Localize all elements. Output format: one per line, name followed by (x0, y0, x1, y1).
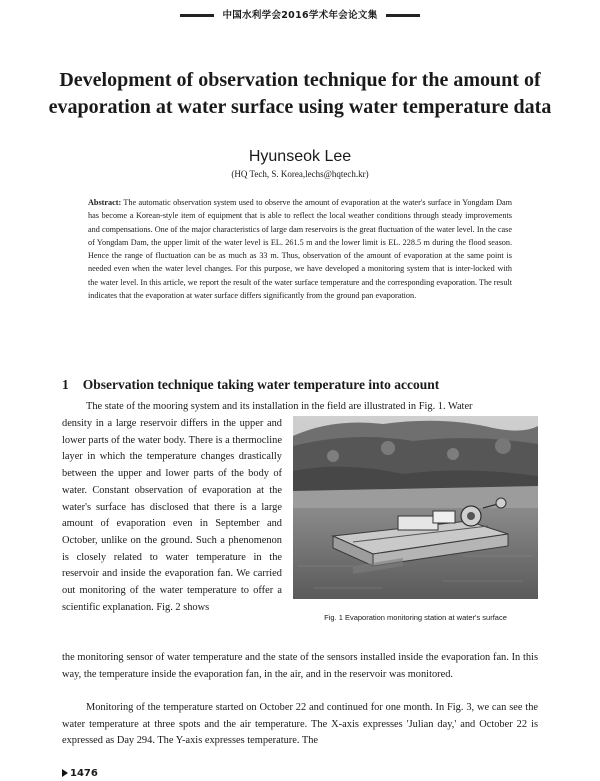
evaporation-station-photo (293, 416, 538, 599)
header-rule-right (386, 14, 420, 17)
author-name: Hyunseok Lee (248, 148, 352, 165)
paragraph-1-continued: the monitoring sensor of water temperature and the state of the sensors installed inside the evaporation fan. In this way, the temperature inside the evaporation fan, in the air, and in the reservoir was monitored. (62, 652, 538, 680)
paragraph-2: Monitoring of the temperature started on October 22 and continued for one month. In Fig. 3, we can see the water temperature at three spots and the air temperature. The X-axis expresses 'Julian day,' and October 22 is expressed as Day 294. The Y-axis expresses temperature. The (62, 702, 538, 747)
page-number-text: 1476 (70, 768, 98, 779)
abstract-label: Abstract: (88, 198, 122, 207)
section-title: Observation technique taking water temperature into account (82, 377, 440, 392)
figure-1-caption: Fig. 1 Evaporation monitoring station at water's surface (324, 613, 507, 622)
section-number: 1 (62, 377, 69, 392)
abstract (88, 196, 512, 302)
paper-title: Development of observation technique for the amount of evaporation at water surface using water temperature data (48, 69, 552, 118)
author-affiliation: (HQ Tech, S. Korea,lechs@hqtech.kr) (231, 169, 369, 179)
paragraph-1-first-line: The state of the mooring system and its installation in the field are illustrated in Fig. 1. Water (86, 401, 473, 412)
figure-1-photo (293, 416, 538, 599)
section-heading (62, 377, 439, 393)
paragraph-1-wrapped: density in a large reservoir differs in the upper and lower parts of the water body. There is a thermocline layer in which the temperature changes drastically between the upper and lower parts of the body of water. Constant observation of evaporation at the water's surface has disclosed that there is a large amount of evaporation even in September and October, unlike on the ground. Such a phenomenon is closely related to water temperature in the reservoir and inside the evaporation fan. We carried out monitoring of the water temperature to offer a scientific explanation. Fig. 2 shows (62, 418, 282, 613)
triangle-marker-icon (62, 769, 68, 777)
running-header (0, 7, 600, 21)
page-number (62, 768, 98, 779)
header-rule-left (180, 14, 214, 17)
abstract-text: The automatic observation system used to observe the amount of evaporation at the water's surface in Yongdam Dam has become a Korean-style item of equipment that is able to reflect the local weather conditions through steady improvements and compensations. One of the major characteristics of large dam reservoirs is the great fluctuation of the water level. In the case of Yongdam Dam, the upper limit of the water level is EL. 261.5 m and the lower limit is EL. 228.5 m during the flood season. Hence the range of fluctuation can be as much as 33 m. Thus, observation of the amount of evaporation at the same point is needed even when the water level changes. For this purpose, we have developed a monitoring system that is inter-locked with the water level. In this article, we report the result of the water surface temperature and the corresponding evaporation. The result indicates that the evaporation at water surface differs significantly from the ground pan evaporation. (88, 198, 512, 301)
header-text: 中国水利学会2016学术年会论文集 (222, 10, 378, 21)
